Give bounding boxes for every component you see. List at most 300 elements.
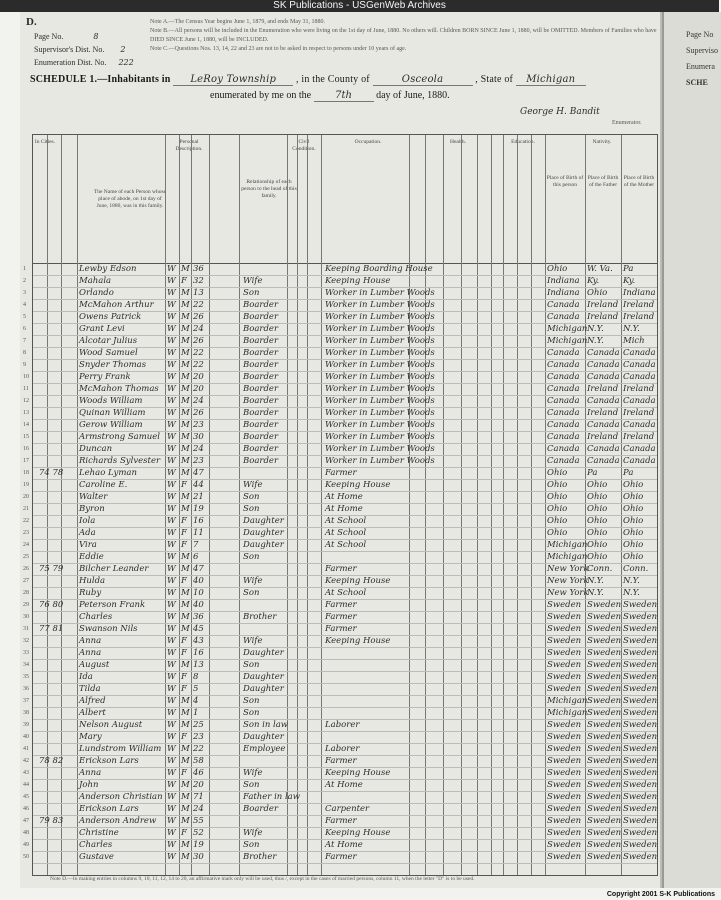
cell-fbp: Sweden: [587, 792, 622, 802]
cell-mbp: Ireland: [623, 408, 655, 418]
row-number: 22: [23, 518, 29, 524]
cell-sex: M: [181, 336, 190, 346]
cell-fbp: W. Va.: [587, 264, 613, 274]
cell-age: 22: [193, 744, 204, 754]
cell-name: Gerow William: [79, 420, 143, 430]
cell-occ: [325, 659, 407, 671]
cell-rel: Son: [243, 660, 260, 670]
cell-sex: M: [181, 564, 190, 574]
cell-occ: Laborer: [325, 720, 360, 730]
cell-sex: M: [181, 588, 190, 598]
cell-age: 26: [193, 408, 204, 418]
cell-name: Eddie: [79, 552, 104, 562]
cell-sex: M: [181, 744, 190, 754]
cell-mbp: Canada: [623, 396, 656, 406]
cell-fbp: Sweden: [587, 756, 622, 766]
cell-bp: Michigan: [547, 708, 588, 718]
cell-race: W: [167, 780, 176, 790]
cell-sex: M: [181, 420, 190, 430]
cell-fbp: Sweden: [587, 636, 622, 646]
cell-mbp: Sweden: [623, 780, 658, 790]
header-relationship: Relationship of each person to the head of this family.: [241, 179, 297, 199]
cell-fbp: Ohio: [587, 528, 608, 538]
cell-name: Alcotar Julius: [79, 336, 138, 346]
row-number: 16: [23, 446, 29, 452]
cell-name: Ida: [79, 672, 93, 682]
cell-fbp: Sweden: [587, 852, 622, 862]
cell-occ: Farmer: [325, 564, 357, 574]
row-number: 38: [23, 710, 29, 716]
cell-age: 23: [193, 732, 204, 742]
cell-fbp: Sweden: [587, 708, 622, 718]
cell-name: Lewby Edson: [79, 264, 137, 274]
cell-race: W: [167, 612, 176, 622]
cell-rel: Boarder: [243, 336, 279, 346]
cell-name: Gustave: [79, 852, 114, 862]
cell-mbp: Sweden: [623, 660, 658, 670]
cell-occ: Worker in Lumber Woods: [325, 408, 435, 418]
adjacent-page: [662, 12, 721, 888]
cell-mbp: Sweden: [623, 624, 658, 634]
cell-name: Anna: [79, 768, 102, 778]
cell-fbp: Conn.: [587, 564, 613, 574]
cell-bp: Sweden: [547, 660, 582, 670]
cell-mbp: Ohio: [623, 492, 644, 502]
row-number: 27: [23, 578, 29, 584]
cell-sex: M: [181, 372, 190, 382]
cell-rel: Son: [243, 492, 260, 502]
cell-mbp: Ireland: [623, 300, 655, 310]
cell-name: Iola: [79, 516, 96, 526]
cell-name: Byron: [79, 504, 105, 514]
cell-age: 25: [193, 720, 204, 730]
cell-age: 23: [193, 456, 204, 466]
cell-occ: Keeping Boarding House: [325, 264, 433, 274]
row-number: 2: [23, 278, 26, 284]
cell-dwell: 75 79: [39, 564, 64, 574]
cell-occ: Keeping House: [325, 768, 391, 778]
cell-fbp: Sweden: [587, 660, 622, 670]
cell-age: 19: [193, 504, 204, 514]
cell-dwell: [39, 515, 59, 527]
cell-sex: M: [181, 720, 190, 730]
cell-occ: [325, 671, 407, 683]
cell-age: 6: [193, 552, 199, 562]
header-health: Health.: [449, 139, 467, 145]
cell-fbp: Ohio: [587, 288, 608, 298]
cell-race: W: [167, 564, 176, 574]
cell-bp: Indiana: [547, 276, 580, 286]
cell-mbp: Sweden: [623, 732, 658, 742]
row-number: 41: [23, 746, 29, 752]
cell-bp: Michigan: [547, 336, 588, 346]
cell-occ: Worker in Lumber Woods: [325, 444, 435, 454]
cell-rel: Son: [243, 840, 260, 850]
cell-name: Snyder Thomas: [79, 360, 147, 370]
cell-name: Tilda: [79, 684, 101, 694]
cell-mbp: Canada: [623, 372, 656, 382]
cell-race: W: [167, 828, 176, 838]
cell-age: 36: [193, 264, 204, 274]
cell-fbp: Ohio: [587, 552, 608, 562]
cell-mbp: Ireland: [623, 312, 655, 322]
cell-fbp: Sweden: [587, 780, 622, 790]
row-number: 7: [23, 338, 26, 344]
cell-mbp: Sweden: [623, 636, 658, 646]
cell-rel: Employee: [243, 744, 286, 754]
header-nativity: Nativity.: [592, 139, 612, 145]
row-number: 39: [23, 722, 29, 728]
cell-bp: Sweden: [547, 840, 582, 850]
cell-age: 30: [193, 432, 204, 442]
cell-bp: Sweden: [547, 684, 582, 694]
row-number: 32: [23, 638, 29, 644]
cell-mbp: Ohio: [623, 516, 644, 526]
cell-age: 1: [193, 708, 199, 718]
cell-age: 11: [193, 528, 204, 538]
cell-dwell: [39, 779, 59, 791]
cell-occ: Keeping House: [325, 636, 391, 646]
table-row: [23, 851, 658, 864]
header-personal: Personal Description.: [175, 139, 203, 152]
cell-occ: Farmer: [325, 852, 357, 862]
cell-name: Bilcher Leander: [79, 564, 149, 574]
cell-sex: F: [181, 732, 187, 742]
cell-rel: Boarder: [243, 804, 279, 814]
cell-bp: Michigan: [547, 552, 588, 562]
cell-name: Erickson Lars: [79, 756, 139, 766]
cell-age: 13: [193, 660, 204, 670]
cell-race: W: [167, 444, 176, 454]
cell-fbp: N.Y.: [587, 588, 604, 598]
cell-occ: [325, 551, 407, 563]
cell-race: W: [167, 756, 176, 766]
cell-name: John: [79, 780, 99, 790]
cell-dwell: [39, 839, 59, 851]
cell-sex: M: [181, 324, 190, 334]
cell-name: Anna: [79, 648, 102, 658]
cell-mbp: Sweden: [623, 804, 658, 814]
cell-mbp: Pa: [623, 468, 634, 478]
cell-fbp: Sweden: [587, 816, 622, 826]
row-number: 9: [23, 362, 26, 368]
cell-bp: Ohio: [547, 516, 568, 526]
cell-dwell: [39, 455, 59, 467]
cell-mbp: N.Y.: [623, 588, 640, 598]
cell-dwell: [39, 311, 59, 323]
cell-bp: Sweden: [547, 672, 582, 682]
cell-name: Quinan William: [79, 408, 146, 418]
cell-mbp: Canada: [623, 444, 656, 454]
cell-bp: Canada: [547, 348, 580, 358]
cell-fbp: Canada: [587, 456, 620, 466]
cell-occ: Farmer: [325, 624, 357, 634]
row-number: 26: [23, 566, 29, 572]
cell-fbp: Ohio: [587, 480, 608, 490]
cell-dwell: [39, 539, 59, 551]
row-number: 25: [23, 554, 29, 560]
cell-bp: Sweden: [547, 780, 582, 790]
cell-fbp: N.Y.: [587, 576, 604, 586]
cell-sex: M: [181, 804, 190, 814]
row-number: 48: [23, 830, 29, 836]
header-father-birthplace: Place of Birth of the Father: [587, 175, 619, 188]
cell-age: 7: [193, 540, 199, 550]
cell-mbp: Sweden: [623, 744, 658, 754]
cell-fbp: Ohio: [587, 504, 608, 514]
cell-race: W: [167, 384, 176, 394]
cell-age: 46: [193, 768, 204, 778]
cell-mbp: Mich: [623, 336, 645, 346]
cell-name: Anna: [79, 636, 102, 646]
header-name: The Name of each Person whose place of abode, on 1st day of June, 1880, was in this family.: [93, 189, 167, 209]
cell-fbp: Ohio: [587, 492, 608, 502]
cell-bp: Canada: [547, 396, 580, 406]
cell-bp: Ohio: [547, 264, 568, 274]
cell-name: Anderson Andrew: [79, 816, 157, 826]
cell-mbp: Sweden: [623, 684, 658, 694]
cell-sex: M: [181, 756, 190, 766]
cell-mbp: Sweden: [623, 672, 658, 682]
cell-bp: Canada: [547, 300, 580, 310]
cell-dwell: 79 83: [39, 816, 64, 826]
cell-bp: Michigan: [547, 540, 588, 550]
cell-occ: Worker in Lumber Woods: [325, 384, 435, 394]
cell-sex: M: [181, 408, 190, 418]
row-number: 45: [23, 794, 29, 800]
cell-dwell: [39, 419, 59, 431]
cell-sex: M: [181, 468, 190, 478]
cell-race: W: [167, 420, 176, 430]
cell-rel: Daughter: [243, 648, 284, 658]
cell-mbp: Sweden: [623, 720, 658, 730]
row-number: 43: [23, 770, 29, 776]
cell-occ: At Home: [325, 840, 363, 850]
cell-race: W: [167, 372, 176, 382]
cell-fbp: Sweden: [587, 768, 622, 778]
cell-dwell: [39, 551, 59, 563]
cell-rel: Boarder: [243, 360, 279, 370]
cell-name: Grant Levi: [79, 324, 125, 334]
cell-sex: M: [181, 696, 190, 706]
cell-race: W: [167, 456, 176, 466]
cell-occ: Worker in Lumber Woods: [325, 312, 435, 322]
cell-dwell: [39, 695, 59, 707]
cell-rel: [243, 815, 303, 827]
cell-age: 16: [193, 516, 204, 526]
cell-dwell: [39, 803, 59, 815]
cell-mbp: Ohio: [623, 528, 644, 538]
cell-sex: M: [181, 384, 190, 394]
cell-rel: Wife: [243, 276, 263, 286]
enumeration-district-field: Enumeration Dist. No. 222: [34, 58, 134, 67]
cell-name: Duncan: [79, 444, 113, 454]
row-number: 28: [23, 590, 29, 596]
cell-name: Woods William: [79, 396, 143, 406]
cell-occ: Worker in Lumber Woods: [325, 324, 435, 334]
cell-fbp: Ky.: [587, 276, 600, 286]
cell-dwell: [39, 299, 59, 311]
cell-age: 47: [193, 564, 204, 574]
cell-rel: Son: [243, 552, 260, 562]
cell-race: W: [167, 648, 176, 658]
cell-race: W: [167, 768, 176, 778]
cell-dwell: [39, 371, 59, 383]
cell-race: W: [167, 816, 176, 826]
cell-rel: Boarder: [243, 348, 279, 358]
row-number: 19: [23, 482, 29, 488]
cell-sex: M: [181, 456, 190, 466]
cell-age: 24: [193, 396, 204, 406]
cell-occ: [325, 731, 407, 743]
cell-fbp: Sweden: [587, 840, 622, 850]
cell-sex: M: [181, 600, 190, 610]
cell-rel: Son in law: [243, 720, 289, 730]
cell-bp: Sweden: [547, 636, 582, 646]
cell-fbp: Canada: [587, 348, 620, 358]
adjacent-page-label: SCHE: [686, 78, 708, 87]
cell-race: W: [167, 360, 176, 370]
adjacent-page-label: Superviso: [686, 46, 718, 55]
cell-rel: Daughter: [243, 516, 284, 526]
cell-age: 36: [193, 612, 204, 622]
cell-sex: M: [181, 840, 190, 850]
cell-mbp: Indiana: [623, 288, 656, 298]
cell-rel: Son: [243, 288, 260, 298]
cell-age: 20: [193, 780, 204, 790]
cell-occ: Keeping House: [325, 480, 391, 490]
cell-dwell: [39, 851, 59, 863]
cell-occ: Farmer: [325, 600, 357, 610]
cell-sex: F: [181, 768, 187, 778]
cell-fbp: Canada: [587, 360, 620, 370]
cell-bp: New York: [547, 576, 589, 586]
cell-race: W: [167, 600, 176, 610]
cell-name: Charles: [79, 840, 113, 850]
cell-name: Richards Sylvester: [79, 456, 161, 466]
cell-fbp: Sweden: [587, 804, 622, 814]
cell-age: 20: [193, 372, 204, 382]
cell-name: Caroline E.: [79, 480, 128, 490]
cell-bp: Ohio: [547, 528, 568, 538]
cell-occ: Farmer: [325, 612, 357, 622]
row-number: 37: [23, 698, 29, 704]
cell-occ: Worker in Lumber Woods: [325, 372, 435, 382]
cell-bp: Ohio: [547, 468, 568, 478]
cell-dwell: [39, 335, 59, 347]
cell-dwell: [39, 635, 59, 647]
cell-age: 52: [193, 828, 204, 838]
cell-mbp: Ohio: [623, 540, 644, 550]
cell-rel: Boarder: [243, 324, 279, 334]
cell-age: 24: [193, 804, 204, 814]
row-number: 5: [23, 314, 26, 320]
copyright-notice: Copyright 2001 S-K Publications: [606, 891, 715, 898]
cell-mbp: Sweden: [623, 852, 658, 862]
cell-mbp: Sweden: [623, 612, 658, 622]
cell-race: W: [167, 408, 176, 418]
cell-occ: Worker in Lumber Woods: [325, 348, 435, 358]
cell-dwell: [39, 491, 59, 503]
cell-age: 24: [193, 444, 204, 454]
cell-race: W: [167, 732, 176, 742]
cell-rel: Son: [243, 780, 260, 790]
cell-age: 10: [193, 588, 204, 598]
cell-age: 22: [193, 300, 204, 310]
cell-bp: Canada: [547, 372, 580, 382]
cell-race: W: [167, 516, 176, 526]
cell-fbp: Ohio: [587, 540, 608, 550]
cell-age: 47: [193, 468, 204, 478]
cell-dwell: [39, 707, 59, 719]
cell-rel: [243, 263, 303, 275]
row-number: 15: [23, 434, 29, 440]
cell-age: 22: [193, 360, 204, 370]
cell-race: W: [167, 672, 176, 682]
page-number-field: Page No. 8: [34, 32, 99, 41]
cell-mbp: Pa: [623, 264, 634, 274]
row-number: 10: [23, 374, 29, 380]
cell-race: W: [167, 552, 176, 562]
cell-occ: [325, 683, 407, 695]
cell-sex: F: [181, 828, 187, 838]
cell-rel: Boarder: [243, 372, 279, 382]
cell-dwell: [39, 275, 59, 287]
cell-rel: Daughter: [243, 528, 284, 538]
cell-dwell: [39, 347, 59, 359]
cell-sex: M: [181, 264, 190, 274]
cell-mbp: Canada: [623, 348, 656, 358]
cell-occ: At School: [325, 516, 367, 526]
cell-dwell: [39, 647, 59, 659]
cell-rel: Wife: [243, 480, 263, 490]
cell-name: Swanson Nils: [79, 624, 138, 634]
cell-name: Lundstrom William: [79, 744, 162, 754]
cell-bp: Ohio: [547, 480, 568, 490]
cell-occ: Worker in Lumber Woods: [325, 432, 435, 442]
cell-race: W: [167, 696, 176, 706]
cell-age: 43: [193, 636, 204, 646]
cell-age: 55: [193, 816, 204, 826]
page-letter: D.: [26, 16, 37, 28]
cell-rel: Daughter: [243, 732, 284, 742]
row-number: 31: [23, 626, 29, 632]
cell-name: Walter: [79, 492, 108, 502]
cell-name: Orlando: [79, 288, 114, 298]
cell-age: 20: [193, 384, 204, 394]
cell-fbp: Ireland: [587, 432, 619, 442]
cell-sex: M: [181, 552, 190, 562]
cell-mbp: N.Y.: [623, 576, 640, 586]
cell-bp: Sweden: [547, 600, 582, 610]
cell-occ: Worker in Lumber Woods: [325, 300, 435, 310]
cell-age: 44: [193, 480, 204, 490]
row-number: 18: [23, 470, 29, 476]
cell-age: 40: [193, 576, 204, 586]
row-number: 8: [23, 350, 26, 356]
cell-fbp: Ireland: [587, 312, 619, 322]
row-number: 1: [23, 266, 26, 272]
cell-occ: [325, 791, 407, 803]
cell-dwell: [39, 575, 59, 587]
cell-sex: M: [181, 660, 190, 670]
cell-dwell: [39, 731, 59, 743]
cell-name: Albert: [79, 708, 106, 718]
cell-dwell: [39, 431, 59, 443]
cell-name: Perry Frank: [79, 372, 131, 382]
cell-bp: Sweden: [547, 624, 582, 634]
cell-name: Hulda: [79, 576, 106, 586]
